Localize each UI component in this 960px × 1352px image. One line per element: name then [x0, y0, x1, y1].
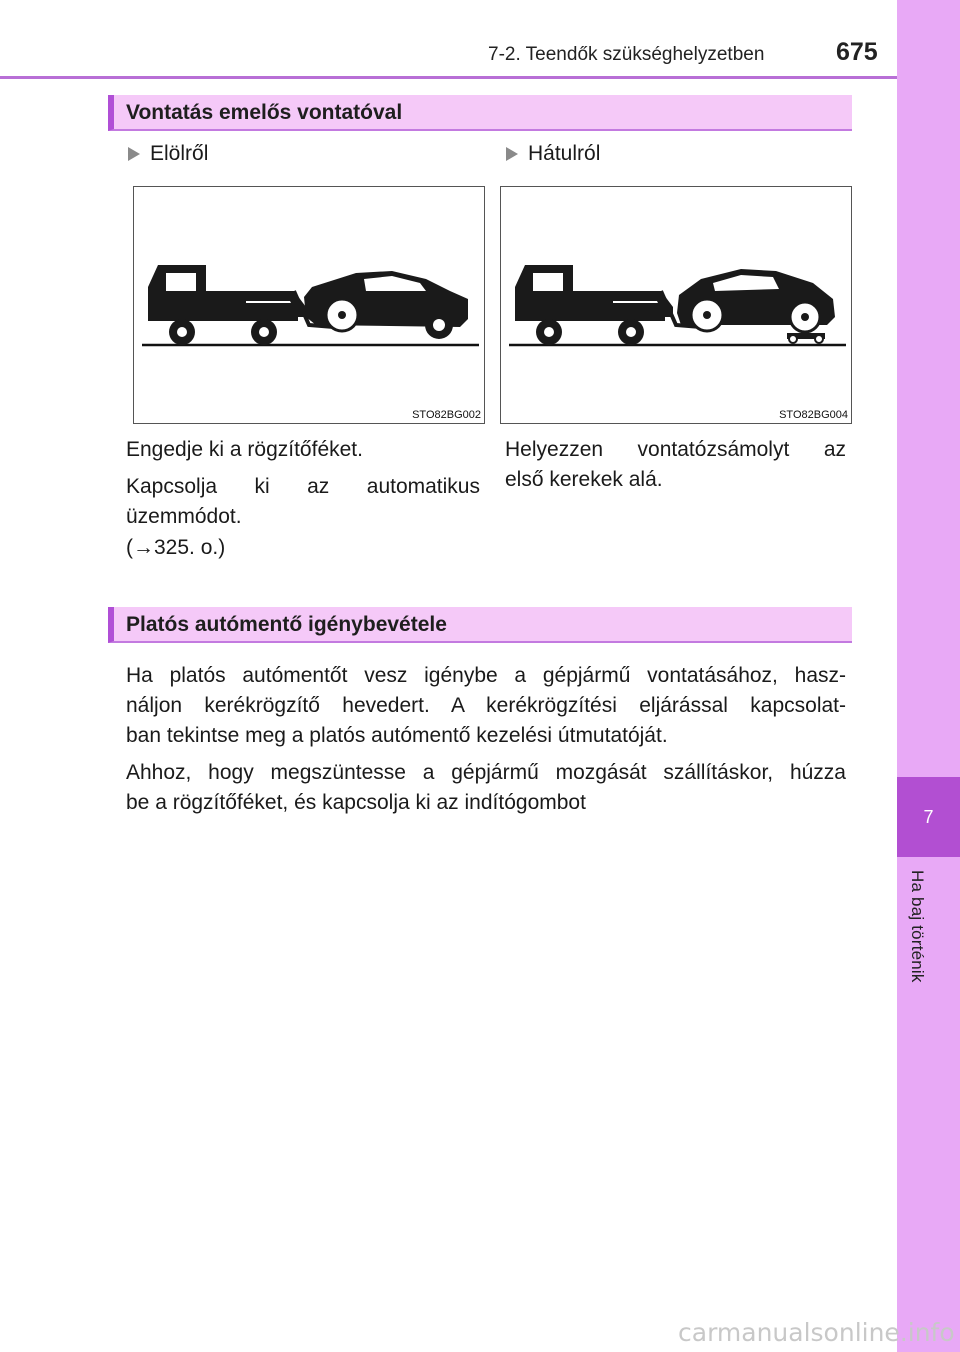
figure-code: STO82BG004 — [779, 409, 848, 421]
section-heading-wheel-lift — [108, 95, 852, 131]
bullet-front — [128, 142, 208, 166]
flatbed-para1-line1: Ha platós autómentőt vesz igénybe a gépjármű vontatásához, hasz- — [126, 664, 846, 687]
left-text-2-line1: Kapcsolja ki az automatikus — [126, 475, 480, 498]
flatbed-para2-line1: Ahhoz, hogy megszüntesse a gépjármű mozgását szállításkor, húzza — [126, 761, 846, 784]
chapter-number-badge: 7 — [897, 777, 960, 857]
bullet-label: Elölről — [150, 142, 209, 165]
header-section-title: 7-2. Teendők szükséghelyzetben — [488, 44, 765, 65]
section-heading-text: Platós autómentő igénybevétele — [126, 613, 447, 636]
header-divider — [0, 76, 897, 79]
flatbed-para1-line2: náljon kerékrögzítő hevedert. A kerékrögzítési eljárással kapcsolat- — [126, 694, 846, 717]
chapter-title-vertical: Ha baj történik — [908, 870, 927, 983]
left-text-2-line2: üzemmódot. — [126, 505, 242, 528]
section-heading-flatbed — [108, 607, 852, 643]
figure-code: STO82BG002 — [412, 409, 481, 421]
right-text-line1: Helyezzen vontatózsámolyt az — [505, 438, 846, 461]
bullet-rear — [506, 142, 600, 166]
flatbed-para2-line2: be a rögzítőféket, és kapcsolja ki az indítógombot — [126, 791, 586, 814]
bullet-label: Hátulról — [528, 142, 601, 165]
section-heading-text: Vontatás emelős vontatóval — [126, 101, 403, 124]
chapter-side-tab — [897, 0, 960, 1352]
figure-towing-rear — [500, 186, 852, 424]
page-reference: (→325. o.) — [126, 536, 226, 559]
right-text-line2: első kerekek alá. — [505, 468, 663, 491]
figure-towing-front — [133, 186, 485, 424]
triangle-bullet-icon — [128, 147, 140, 161]
tow-truck-rear-illustration — [501, 187, 851, 423]
triangle-bullet-icon — [506, 147, 518, 161]
flatbed-para1-line3: ban tekintse meg a platós autómentő kezelési útmutatóját. — [126, 724, 668, 747]
watermark: carmanualsonline.info — [678, 1318, 955, 1347]
left-text-1: Engedje ki a rögzítőféket. — [126, 438, 363, 461]
page-number: 675 — [836, 38, 878, 66]
tow-truck-front-illustration — [134, 187, 484, 423]
